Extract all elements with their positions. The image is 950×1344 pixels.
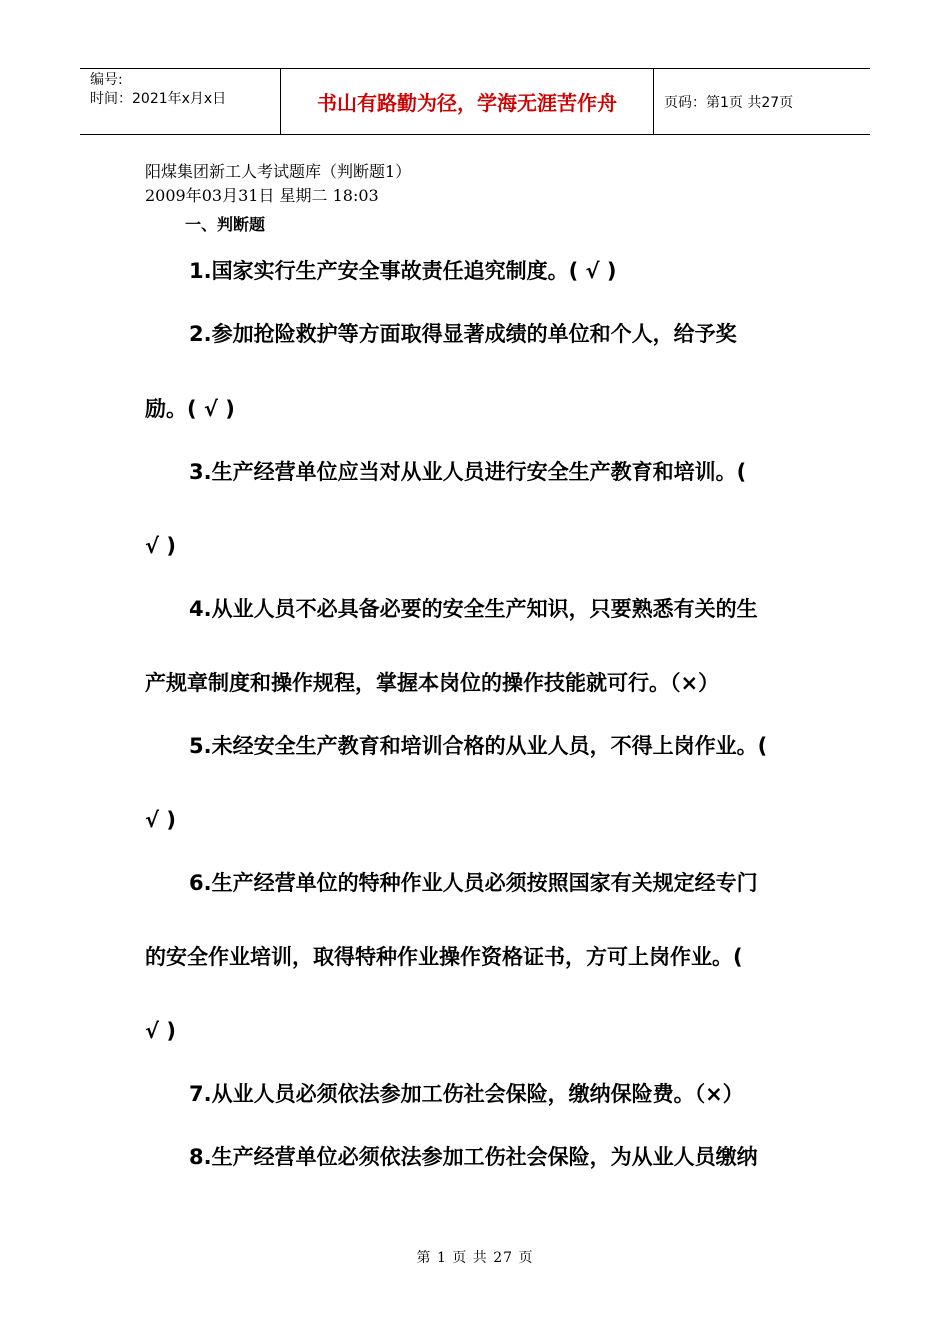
serial-label: 编号: (90, 72, 123, 88)
page-header (80, 68, 870, 135)
question-line: 3.生产经营单位应当对从业人员进行安全生产教育和培训。( (189, 460, 747, 484)
question-line: 4.从业人员不必具备必要的安全生产知识，只要熟悉有关的生 (189, 597, 758, 621)
question-line: √ ) (145, 1019, 176, 1043)
question-line: 8.生产经营单位必须依法参加工伤社会保险，为从业人员缴纳 (189, 1145, 758, 1169)
question-line: 6.生产经营单位的特种作业人员必须按照国家有关规定经专门 (189, 871, 758, 895)
question-line: 7.从业人员必须依法参加工伤社会保险，缴纳保险费。（×） (189, 1082, 744, 1106)
question-line: √ ) (145, 534, 176, 558)
document-title: 阳煤集团新工人考试题库（判断题1） (145, 162, 412, 181)
question-line: 产规章制度和操作规程，掌握本岗位的操作技能就可行。（×） (145, 671, 720, 695)
time-label: 时间：2021年x月x日 (90, 91, 227, 107)
question-line: 的安全作业培训，取得特种作业操作资格证书，方可上岗作业。( (145, 945, 743, 969)
question-line: √ ) (145, 808, 176, 832)
page-footer: 第 1 页 共 27 页 (416, 1250, 534, 1266)
header-info-cell (80, 69, 281, 134)
header-motto: 书山有路勤为径，学海无涯苦作舟 (281, 69, 654, 134)
question-line: 5.未经安全生产教育和培训合格的从业人员，不得上岗作业。( (189, 734, 768, 758)
question-line: 励。( √ ) (145, 397, 235, 421)
header-page-info: 页码：第1页 共27页 (664, 94, 794, 111)
document-datetime: 2009年03月31日 星期二 18:03 (145, 186, 379, 205)
question-line: 1.国家实行生产安全事故责任追究制度。( √ ) (189, 259, 617, 283)
section-heading: 一、判断题 (185, 215, 266, 234)
question-line: 2.参加抢险救护等方面取得显著成绩的单位和个人，给予奖 (189, 322, 737, 346)
